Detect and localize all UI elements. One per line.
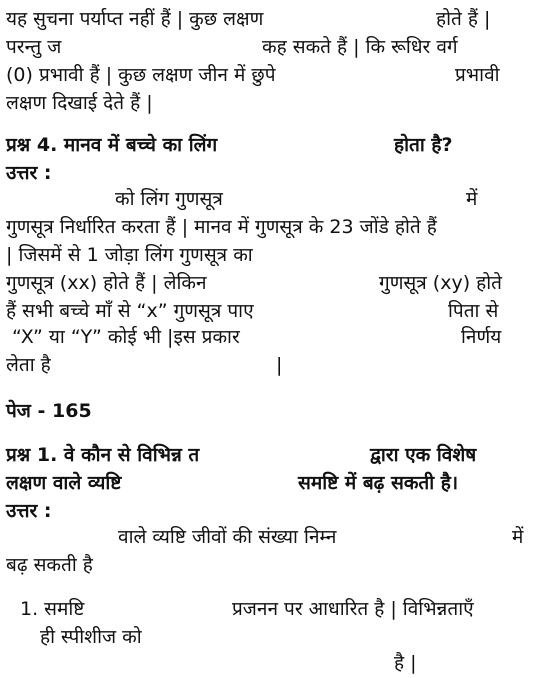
question-heading: प्रश्न 1. वे कौन से विभिन्न त — [6, 444, 200, 466]
question-heading: होता है? — [394, 134, 453, 156]
answer-label: उत्तर : — [6, 162, 52, 184]
text-line: यह सुचना पर्याप्त नहीं हैं | कुछ लक्षण — [6, 8, 264, 30]
answer-label: उत्तर : — [6, 500, 52, 522]
answer-line: में — [466, 188, 478, 210]
question-heading: प्रश्न 4. मानव में बच्चे का लिंग — [6, 134, 218, 156]
answer-line: निर्णय — [461, 326, 502, 348]
text-line: प्रभावी — [455, 64, 500, 86]
list-item: ही स्पीशीज को — [40, 626, 142, 648]
answer-line: | जिसमें से 1 जोड़ा लिंग गुणसूत्र का — [6, 244, 253, 266]
text-line: लक्षण दिखाई देते हैं | — [6, 92, 153, 114]
text-line: कह सकते हैं | कि रूधिर वर्ग — [262, 36, 458, 58]
question-heading: समष्टि में बढ़ सकती है। — [298, 472, 459, 494]
question-heading: लक्षण वाले व्यष्टि — [6, 472, 122, 494]
text-line: (0) प्रभावी हैं | कुछ लक्षण जीन में छुपे — [6, 64, 276, 86]
text-line: परन्तु ज — [6, 36, 62, 58]
answer-line: | — [276, 354, 283, 376]
page-label: पेज - 165 — [6, 400, 92, 422]
answer-line: वाले व्यष्टि जीवों की संख्या निम्न — [118, 526, 337, 548]
answer-line: बढ़ सकती है — [6, 554, 93, 576]
answer-line: में — [512, 526, 524, 548]
answer-line: हैं सभी बच्चे माँ से “x” गुणसूत्र पाए — [6, 300, 254, 322]
list-item: 1. समष्टि — [20, 598, 85, 620]
answer-line: गुणसूत्र (xx) होते हैं | लेकिन — [6, 272, 207, 294]
question-heading: द्वारा एक विशेष — [370, 444, 477, 466]
answer-line: को लिंग गुणसूत्र — [115, 188, 223, 210]
answer-line: गुणसूत्र निर्धारित करता हैं | मानव में गुणसूत्र के 23 जोंडे होते हैं — [6, 216, 437, 238]
answer-line: गुणसूत्र (xy) होते — [379, 272, 502, 294]
answer-line: लेता है — [6, 354, 51, 376]
list-item: प्रजनन पर आधारित है | विभिन्नताएँ — [232, 598, 474, 620]
answer-line: “X” या “Y” कोई भी |इस प्रकार — [12, 326, 240, 348]
text-line: होते हैं | — [436, 8, 491, 30]
list-item: है | — [394, 652, 417, 674]
answer-line: पिता से — [448, 300, 499, 322]
